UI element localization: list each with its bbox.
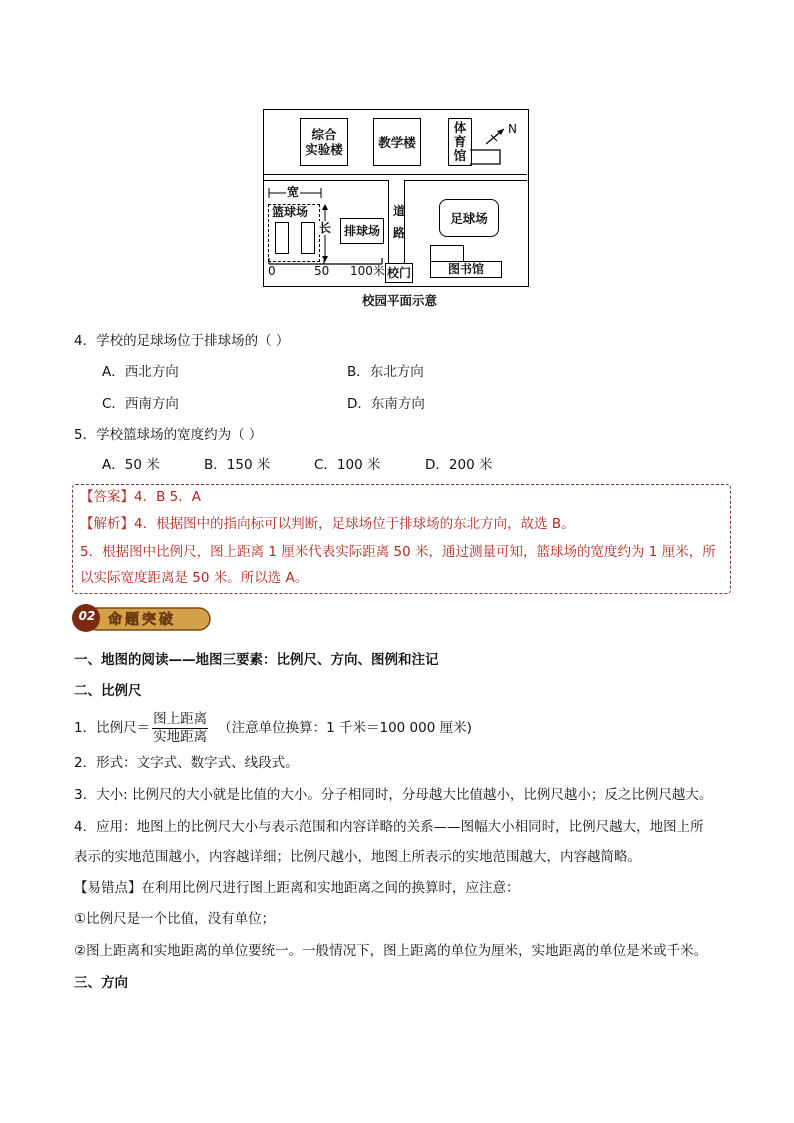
q5-option-b: B．150 米 (204, 457, 271, 473)
football-field: 足球场 (439, 199, 499, 237)
map-caption: 校园平面示意 (362, 293, 438, 308)
road-line-left (264, 180, 388, 181)
gym-annex (470, 144, 504, 166)
q5-option-d: D．200 米 (425, 457, 493, 473)
q5-stem: 5．学校篮球场的宽度约为（ ） (74, 427, 263, 443)
analysis-line-1: 【解析】4．根据图中的指向标可以判断，足球场位于排球场的东北方向，故选 B。 (80, 516, 575, 532)
formula-denominator: 实地距离 (153, 728, 208, 745)
para-4b: 表示的实地范围越小，内容越详细；比例尺越小，地图上所表示的实地范围越大，内容越简略。 (74, 849, 641, 865)
q5-option-c: C．100 米 (314, 457, 381, 473)
para-5: 【易错点】在利用比例尺进行图上距离和实地距离之间的换算时，应注意： (74, 880, 520, 896)
length-label: 长 (319, 221, 332, 235)
basketball-label: 篮球场 (272, 205, 309, 219)
heading-1: 一、地图的阅读——地图三要素：比例尺、方向、图例和注记 (74, 652, 439, 668)
scale-100: 100米 (350, 264, 385, 278)
q4-option-b: B．东北方向 (347, 364, 424, 380)
basketball-court-half-2 (301, 222, 315, 254)
para-7: ②图上距离和实地距离的单位要统一。一般情况下，图上距离的单位为厘米，实地距离的单位是米或千米。 (74, 943, 708, 959)
formula-fraction (152, 711, 208, 746)
heading-3: 三、方向 (74, 975, 128, 991)
para-4a: 4．应用：地图上的比例尺大小与表示范围和内容详略的关系——图幅大小相同时，比例尺越大，地图上所 (74, 819, 704, 835)
school-gate: 校门 (385, 263, 413, 283)
gym-building (448, 118, 472, 166)
volleyball-court: 排球场 (340, 218, 384, 244)
formula-note: （注意单位换算：1 千米＝100 000 厘米) (218, 720, 472, 736)
q5-option-a: A．50 米 (102, 457, 160, 473)
analysis-line-3: 以实际宽度距离是 50 米。所以选 A。 (80, 570, 309, 586)
scale-formula (74, 710, 472, 746)
basketball-court-half-1 (275, 222, 289, 254)
para-2: 2．形式：文字式、数字式、线段式。 (74, 755, 299, 771)
campus-map (263, 109, 529, 287)
north-label: N (508, 122, 517, 136)
para-3: 3．大小: 比例尺的大小就是比值的大小。分子相同时，分母越大比值越小，比例尺越小；反之比例尺越大。 (74, 787, 713, 803)
north-arrow-icon (484, 126, 508, 146)
analysis-line-2: 5．根据图中比例尺，图上距离 1 厘米代表实际距离 50 米，通过测量可知，篮球场的宽度约为 1 厘米，所 (80, 544, 716, 560)
width-label: 宽 (287, 185, 300, 199)
q4-option-d: D．东南方向 (347, 396, 425, 412)
road-line-top (264, 174, 527, 175)
scale-0: 0 (268, 264, 276, 278)
formula-prefix: 1．比例尺＝ (74, 720, 151, 736)
road-label: 道路 (392, 204, 405, 240)
gym-label: 体育馆 (453, 120, 467, 163)
road-line-right (404, 180, 527, 181)
teaching-building: 教学楼 (373, 118, 421, 166)
formula-numerator: 图上距离 (153, 710, 208, 727)
lab-building: 综合 实验楼 (300, 118, 348, 166)
heading-2: 二、比例尺 (74, 683, 142, 699)
banner-number: 02 (78, 609, 96, 623)
q4-option-a: A．西北方向 (102, 364, 179, 380)
answer-line: 【答案】4．B 5．A (80, 489, 201, 505)
q4-stem: 4．学校的足球场位于排球场的（ ） (74, 333, 290, 349)
para-6: ①比例尺是一个比值，没有单位； (74, 911, 276, 927)
banner-title: 命题突破 (108, 612, 176, 628)
library: 图书馆 (430, 261, 502, 278)
section-banner (72, 603, 212, 634)
q4-option-c: C．西南方向 (102, 396, 179, 412)
scale-50: 50 (314, 264, 330, 278)
